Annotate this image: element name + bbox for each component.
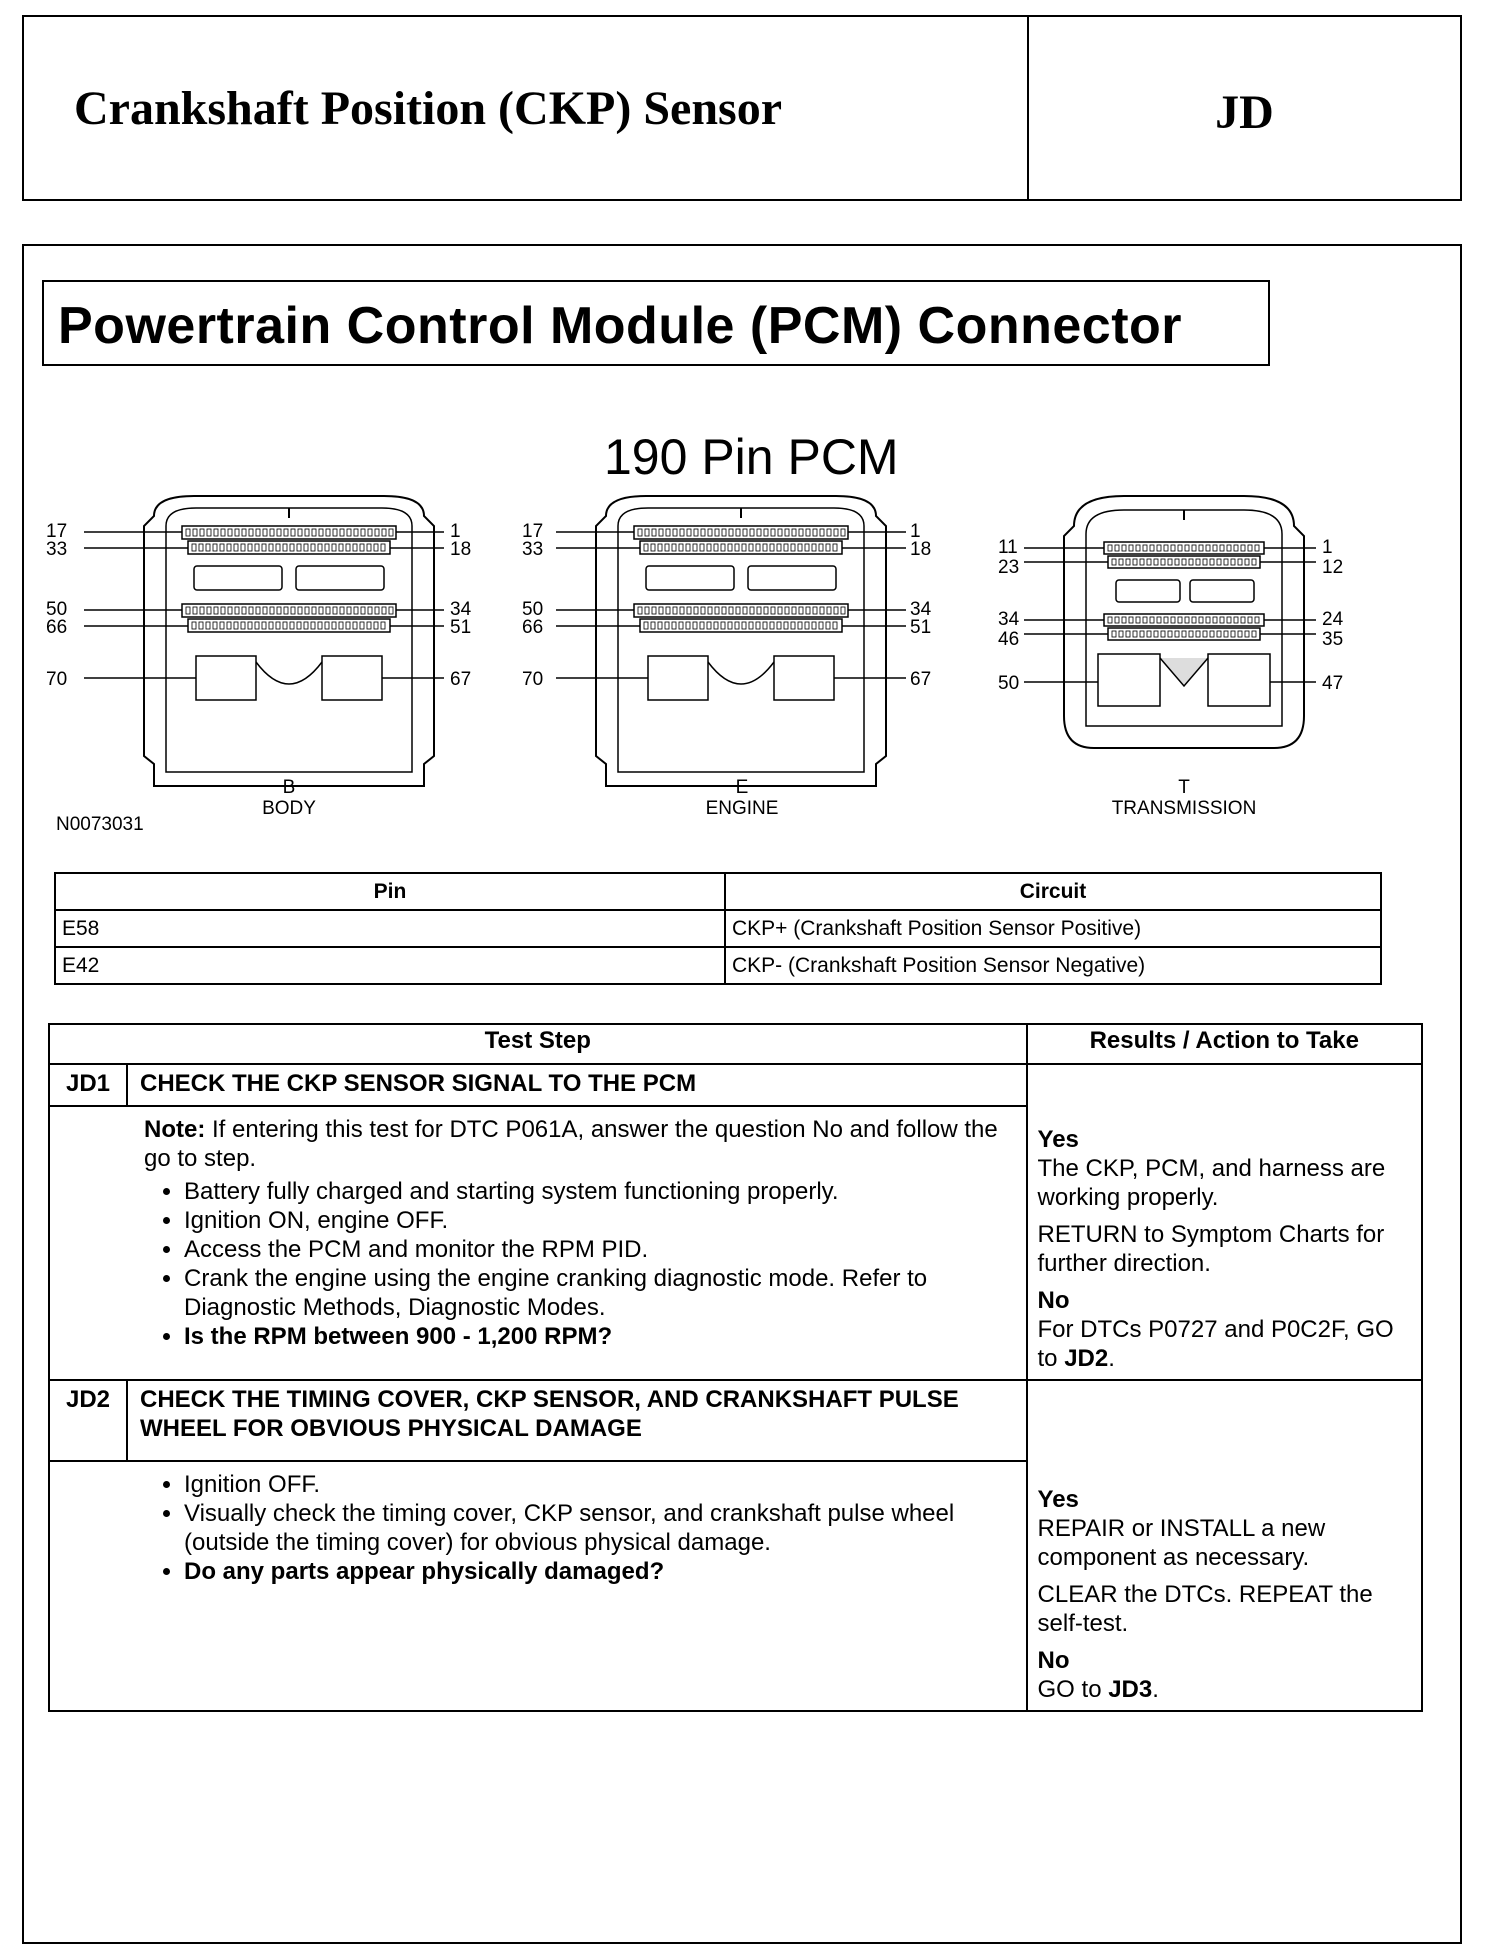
connector-body-label (189, 778, 389, 820)
column-header-test-step: Test Step (49, 1024, 1027, 1064)
connector-body-drawing (84, 486, 494, 806)
table-row (55, 910, 1381, 947)
connector-body (46, 486, 494, 806)
step-question: • Do any parts appear physically damaged? (184, 1557, 1014, 1586)
pin-label: 66 (522, 617, 544, 638)
pin-label: 66 (46, 617, 68, 638)
page-title: Crankshaft Position (CKP) Sensor (74, 82, 783, 135)
pin-label: 18 (910, 539, 932, 560)
connector-transmission (998, 486, 1364, 786)
step-body (49, 1106, 1027, 1380)
figure-id: N0073031 (56, 814, 144, 835)
pin-label: 33 (522, 539, 544, 560)
step-question: • Is the RPM between 900 - 1,200 RPM? (184, 1322, 1014, 1351)
pin-label: 34 (450, 599, 472, 620)
yes-label: Yes (1037, 1486, 1079, 1513)
pin-cell: E58 (55, 910, 725, 947)
step-heading-row (49, 1380, 1422, 1461)
pin-label: 34 (998, 609, 1020, 630)
yes-label: Yes (1037, 1126, 1079, 1153)
connector-engine (522, 486, 946, 806)
pin-label: 24 (1322, 609, 1344, 630)
yes-text: The CKP, PCM, and harness are working properly. (1037, 1155, 1386, 1211)
test-step-table (48, 1023, 1423, 1712)
pin-label: 23 (998, 557, 1020, 578)
pin-label: 67 (450, 669, 472, 690)
no-label: No (1037, 1647, 1070, 1674)
step-heading-row (49, 1064, 1422, 1106)
step-result (1027, 1380, 1422, 1711)
pin-label: 34 (910, 599, 932, 620)
section-code: JD (1215, 85, 1274, 139)
connector-engine-label (642, 778, 842, 820)
pin-label: 18 (450, 539, 472, 560)
no-text-body: GO to (1037, 1676, 1109, 1703)
pin-label: 47 (1322, 673, 1344, 694)
pin-label: 17 (46, 521, 68, 542)
pin-label: 35 (1322, 629, 1344, 650)
no-text-body: For DTCs P0727 and P0C2F, GO to (1037, 1316, 1394, 1372)
diagram-heading: 190 Pin PCM (604, 429, 899, 485)
pin-label: 67 (910, 669, 932, 690)
pin-label: 11 (998, 537, 1018, 558)
connector-letter: B (282, 777, 296, 798)
pin-label: 1 (1322, 537, 1333, 558)
step-id: JD2 (49, 1380, 127, 1461)
pin-label: 50 (522, 599, 544, 620)
header-title-cell (24, 17, 1029, 199)
pin-label: 46 (998, 629, 1020, 650)
yes-text: RETURN to Symptom Charts for further direction. (1037, 1221, 1385, 1277)
main-frame (22, 244, 1462, 1944)
step-title: CHECK THE CKP SENSOR SIGNAL TO THE PCM (127, 1064, 1027, 1106)
circuit-cell: CKP+ (Crankshaft Position Sensor Positive) (725, 910, 1381, 947)
list-item: • Ignition OFF. (184, 1470, 1014, 1499)
pin-label: 70 (522, 669, 544, 690)
step-bullet-list (144, 1177, 1014, 1351)
connector-name: TRANSMISSION (1111, 797, 1257, 819)
step-result (1027, 1064, 1422, 1380)
connector-letter: E (735, 777, 749, 798)
goto-step-link[interactable]: JD2 (1064, 1345, 1109, 1372)
no-text-end: . (1152, 1676, 1159, 1703)
pin-table (54, 872, 1382, 985)
yes-text: REPAIR or INSTALL a new component as necessary. (1037, 1515, 1326, 1571)
pin-label: 50 (46, 599, 68, 620)
list-item: • Ignition ON, engine OFF. (184, 1206, 1014, 1235)
step-id: JD1 (49, 1064, 127, 1106)
section-title: Powertrain Control Module (PCM) Connector (58, 297, 1183, 355)
pin-label: 51 (450, 617, 472, 638)
note-label: Note: (144, 1116, 206, 1144)
step-note (144, 1115, 1014, 1173)
connector-engine-drawing (536, 486, 946, 806)
pin-label: 70 (46, 669, 68, 690)
pin-label: 51 (910, 617, 932, 638)
connector-transmission-label (1084, 778, 1284, 820)
connector-transmission-drawing (1004, 486, 1364, 786)
page-header (22, 15, 1462, 201)
yes-text: CLEAR the DTCs. REPEAT the self-test. (1037, 1581, 1373, 1637)
pin-label: 12 (1322, 557, 1344, 578)
pin-label: 17 (522, 521, 544, 542)
table-header-row (49, 1024, 1422, 1064)
connector-letter: T (1178, 777, 1190, 798)
pin-label: 50 (998, 673, 1020, 694)
step-title: CHECK THE TIMING COVER, CKP SENSOR, AND CRANKSHAFT PULSE WHEEL FOR OBVIOUS PHYSICAL DAMAGE (127, 1380, 1027, 1461)
circuit-cell: CKP- (Crankshaft Position Sensor Negative) (725, 947, 1381, 984)
pin-label: 1 (910, 521, 921, 542)
column-header-circuit: Circuit (725, 873, 1381, 910)
list-item: • Battery fully charged and starting system functioning properly. (184, 1177, 1014, 1206)
no-text (1038, 1315, 1411, 1373)
list-item: • Visually check the timing cover, CKP sensor, and crankshaft pulse wheel (outside the timing cover) for obvious physical damage. (184, 1499, 1014, 1557)
table-row (55, 947, 1381, 984)
column-header-results: Results / Action to Take (1027, 1024, 1422, 1064)
note-text: If entering this test for DTC P061A, answer the question No and follow the go to step. (144, 1116, 998, 1173)
goto-step-link[interactable]: JD3 (1108, 1676, 1153, 1703)
step-bullet-list (144, 1470, 1014, 1586)
connector-name: ENGINE (705, 797, 779, 819)
pin-label: 33 (46, 539, 68, 560)
section-title-box (42, 280, 1270, 366)
list-item: • Access the PCM and monitor the RPM PID. (184, 1235, 1014, 1264)
connector-name: BODY (262, 797, 316, 819)
pin-cell: E42 (55, 947, 725, 984)
no-label: No (1037, 1287, 1070, 1314)
column-header-pin: Pin (55, 873, 725, 910)
list-item: • Crank the engine using the engine cranking diagnostic mode. Refer to Diagnostic Methods, Diagnostic Modes. (184, 1264, 1014, 1322)
step-body (49, 1461, 1027, 1711)
table-header-row (55, 873, 1381, 910)
no-text-end: . (1108, 1345, 1115, 1372)
pin-label: 1 (450, 521, 461, 542)
no-text (1038, 1675, 1411, 1704)
